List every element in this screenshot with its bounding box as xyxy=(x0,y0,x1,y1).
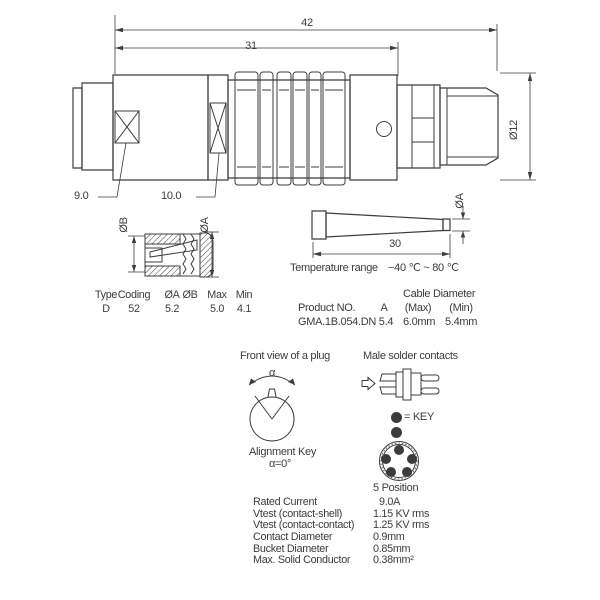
spec-row-contact-diameter xyxy=(253,532,429,544)
coding-header-coding: Coding xyxy=(117,289,151,301)
key-position-dot-icon xyxy=(391,427,402,438)
product-min-value: 5.4mm xyxy=(445,316,478,328)
coding-value-dia-a: 5.2 xyxy=(164,303,180,315)
spec-value: 9.0A xyxy=(379,496,401,508)
spec-label: Contact Diameter xyxy=(253,531,333,544)
spec-value: 0.85mm xyxy=(373,542,411,555)
coding-header-dia-b: ØB xyxy=(182,289,198,301)
product-no-header: Product NO. xyxy=(298,302,356,314)
dim-overall-length: 42 xyxy=(301,17,313,29)
bend-relief-dia-a-label: ØA xyxy=(454,193,466,209)
callout-9: 9.0 xyxy=(74,190,89,202)
coding-value-max: 5.0 xyxy=(209,303,225,315)
product-min-header: (Min) xyxy=(449,302,473,314)
spec-value: 1.15 KV rms xyxy=(373,507,430,520)
callout-leaders xyxy=(98,143,219,197)
connector-side-view-drawing xyxy=(60,12,540,212)
collet-dia-b-label: ØB xyxy=(118,217,130,233)
dim-diameter-12: Ø12 xyxy=(508,120,520,140)
alpha-value-caption: α=0° xyxy=(268,458,292,470)
product-a-value: 5.4 xyxy=(378,316,394,328)
spec-label: Bucket Diameter xyxy=(253,542,329,555)
spec-label: Max. Solid Conductor xyxy=(253,554,351,567)
spec-list xyxy=(253,497,429,567)
contact-face-drawing xyxy=(375,440,423,486)
key-dot-icon xyxy=(391,412,402,423)
coding-header-type: Type xyxy=(94,289,118,301)
grip-ridges xyxy=(235,72,345,185)
crosshatch-marker-9 xyxy=(115,111,139,143)
coding-header-max: Max xyxy=(207,289,227,301)
alpha-label: α xyxy=(268,367,276,379)
bend-relief-body xyxy=(312,211,450,239)
collet-body xyxy=(145,233,213,277)
product-a-header: A xyxy=(380,302,388,314)
spec-row-max-solid-conductor xyxy=(253,555,429,567)
key-legend-label: = KEY xyxy=(404,411,434,423)
callout-10: 10.0 xyxy=(161,190,182,202)
spec-label: Rated Current xyxy=(253,496,317,508)
temperature-range-value: −40 ℃ ~ 80 ℃ xyxy=(388,262,459,274)
spec-label: Vtest (contact-contact) xyxy=(253,519,355,532)
coding-header-dia-a: ØA xyxy=(164,289,180,301)
coding-value-min: 4.1 xyxy=(236,303,252,315)
coding-table xyxy=(90,289,280,319)
male-contacts-title: Male solder contacts xyxy=(363,350,458,362)
spec-value: 0.38mm² xyxy=(373,554,414,567)
pointer-arrow-icon xyxy=(362,378,375,390)
product-no-value: GMA.1B.054.DN xyxy=(298,316,377,328)
temperature-range-label: Temperature range xyxy=(290,262,378,274)
bend-relief-length-label: 30 xyxy=(389,238,401,250)
dimension-lines xyxy=(115,15,536,180)
collet-detail-drawing xyxy=(105,200,225,285)
alpha-arc-arrows xyxy=(249,379,295,386)
coding-value-type: D xyxy=(102,303,110,315)
spec-value: 0.9mm xyxy=(373,531,405,544)
spec-value: 1.25 KV rms xyxy=(373,519,430,532)
dim-body-length: 31 xyxy=(245,40,257,52)
product-max-header: (Max) xyxy=(404,302,432,314)
coding-header-min: Min xyxy=(235,289,253,301)
spec-row-rated-current xyxy=(253,497,429,509)
endcap-details xyxy=(412,85,498,168)
front-view-drawing xyxy=(235,362,325,447)
body-hole xyxy=(377,122,392,137)
crosshatch-marker-10 xyxy=(210,103,226,153)
product-cable-diameter-header: Cable Diameter xyxy=(403,288,476,300)
key-tab xyxy=(268,389,276,397)
front-view-title: Front view of a plug xyxy=(240,350,330,362)
male-contact-drawing xyxy=(358,368,463,403)
alignment-key-caption: Alignment Key xyxy=(249,446,317,458)
collet-dia-a-label: ØA xyxy=(199,217,211,233)
position-count-label: 5 Position xyxy=(373,482,419,494)
product-max-value: 6.0mm xyxy=(403,316,436,328)
coding-value-coding: 52 xyxy=(128,303,140,315)
spec-label: Vtest (contact-shell) xyxy=(253,507,343,520)
contact-pins xyxy=(380,369,439,400)
